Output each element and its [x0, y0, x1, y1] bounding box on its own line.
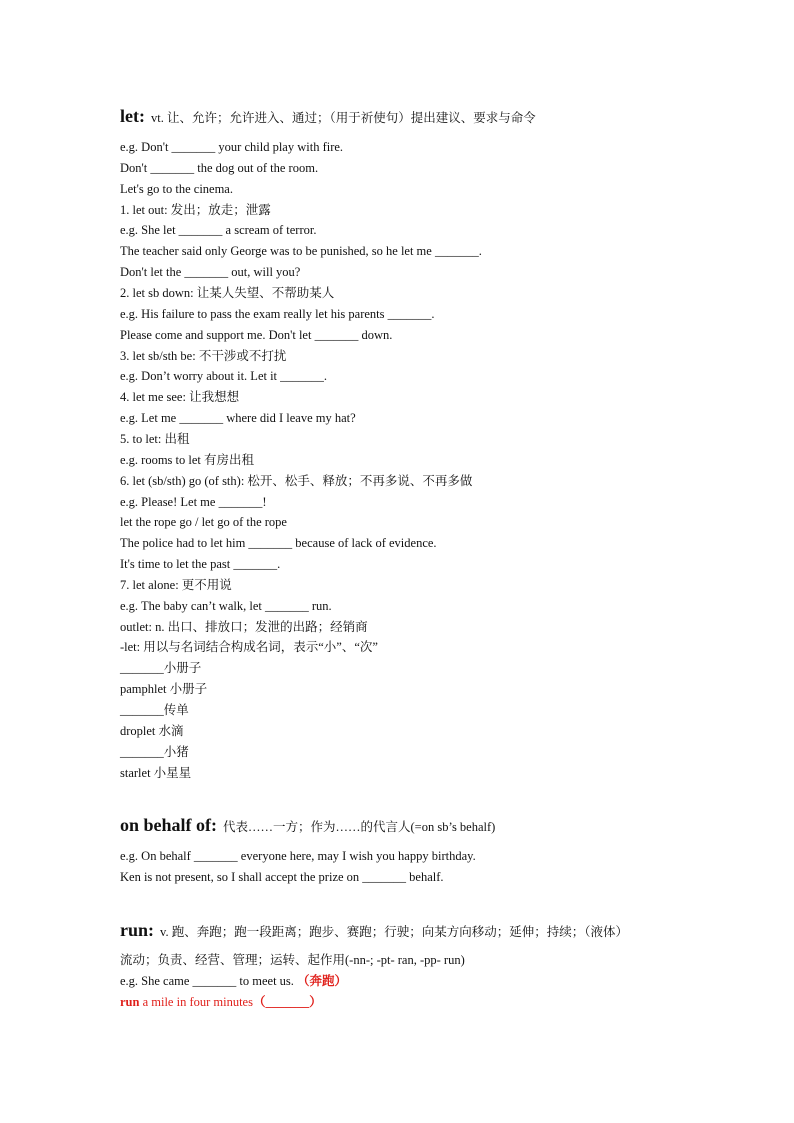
behalf-definition: 代表……一方；作为……的代言人(=on sb’s behalf): [223, 820, 496, 834]
let-line: pamphlet 小册子: [120, 682, 208, 697]
let-line: -let: 用以与名词结合构成名词，表示“小”、“次”: [120, 640, 378, 655]
let-line: _______小猪: [120, 744, 189, 759]
let-line: Don't _______ the dog out of the room.: [120, 160, 319, 175]
let-line: Don't let the _______ out, will you?: [120, 265, 301, 280]
run-definition-continued: 流动；负责、经营、管理；运转、起作用(-nn-; -pt- ran, -pp- run): [120, 953, 465, 967]
let-line: e.g. Don’t worry about it. Let it _______.: [120, 369, 328, 384]
let-headword: let:: [120, 106, 145, 126]
let-line: e.g. The baby can’t walk, let _______ run.: [120, 598, 332, 613]
behalf-heading: [120, 815, 495, 836]
let-heading: [120, 106, 536, 127]
let-line: 4. let me see: 让我想想: [120, 390, 240, 405]
let-line: 2. let sb down: 让某人失望、不帮助某人: [120, 286, 335, 300]
let-line: e.g. She let _______ a scream of terror.: [120, 223, 317, 238]
let-line: Please come and support me. Don't let _______ down.: [120, 327, 393, 342]
behalf-headword: on behalf of:: [120, 815, 218, 835]
let-line: 5. to let: 出租: [120, 431, 190, 446]
let-line: e.g. Don't _______ your child play with fire.: [120, 140, 344, 154]
let-line: e.g. rooms to let 有房出租: [120, 452, 255, 467]
behalf-line: e.g. On behalf _______ everyone here, may I wish you happy birthday.: [120, 849, 476, 863]
let-line: 1. let out: 发出；放走；泄露: [120, 202, 271, 217]
let-line: 6. let (sb/sth) go (of sth): 松开、松手、释放；不再多说、不再多做: [120, 473, 473, 488]
let-line: e.g. His failure to pass the exam really let his parents _______.: [120, 306, 435, 321]
let-line: It's time to let the past _______.: [120, 557, 281, 571]
let-line: 7. let alone: 更不用说: [120, 577, 232, 592]
run-heading: [120, 920, 628, 941]
let-line: e.g. Let me _______ where did I leave my hat?: [120, 411, 356, 426]
run-example-2-text: a mile in four minutes: [139, 995, 253, 1009]
let-line: outlet: n. 出口、排放口；发泄的出路；经销商: [120, 619, 368, 634]
let-line: _______小册子: [120, 661, 202, 676]
let-definition: vt. 让、允许；允许进入、通过；（用于祈使句）提出建议、要求与命令: [150, 111, 536, 125]
let-line: e.g. Please! Let me _______!: [120, 494, 267, 509]
run-example-1: [120, 974, 347, 989]
run-headword: run:: [120, 920, 155, 940]
run-example-2-blank: （_______）: [252, 995, 322, 1009]
let-line: 3. let sb/sth be: 不干涉或不打扰: [120, 348, 287, 363]
let-line: starlet 小星星: [120, 765, 192, 780]
let-line: droplet 水滴: [120, 723, 184, 738]
let-line: Let's go to the cinema.: [120, 181, 233, 196]
behalf-line: Ken is not present, so I shall accept the prize on _______ behalf.: [120, 870, 444, 884]
let-line: The teacher said only George was to be punished, so he let me _______.: [120, 244, 482, 259]
run-example-1-note: （奔跑）: [297, 974, 348, 988]
run-example-2-word: run: [120, 995, 140, 1009]
let-line: The police had to let him _______ because of lack of evidence.: [120, 536, 437, 551]
run-example-1-text: e.g. She came _______ to meet us.: [120, 974, 294, 988]
let-line: _______传单: [120, 703, 189, 717]
run-example-2: [120, 995, 322, 1010]
run-definition: v. 跑、奔跑；跑一段距离；跑步、赛跑；行驶；向某方向移动；延伸；持续；（液体）: [160, 925, 628, 939]
let-line: let the rope go / let go of the rope: [120, 515, 287, 530]
